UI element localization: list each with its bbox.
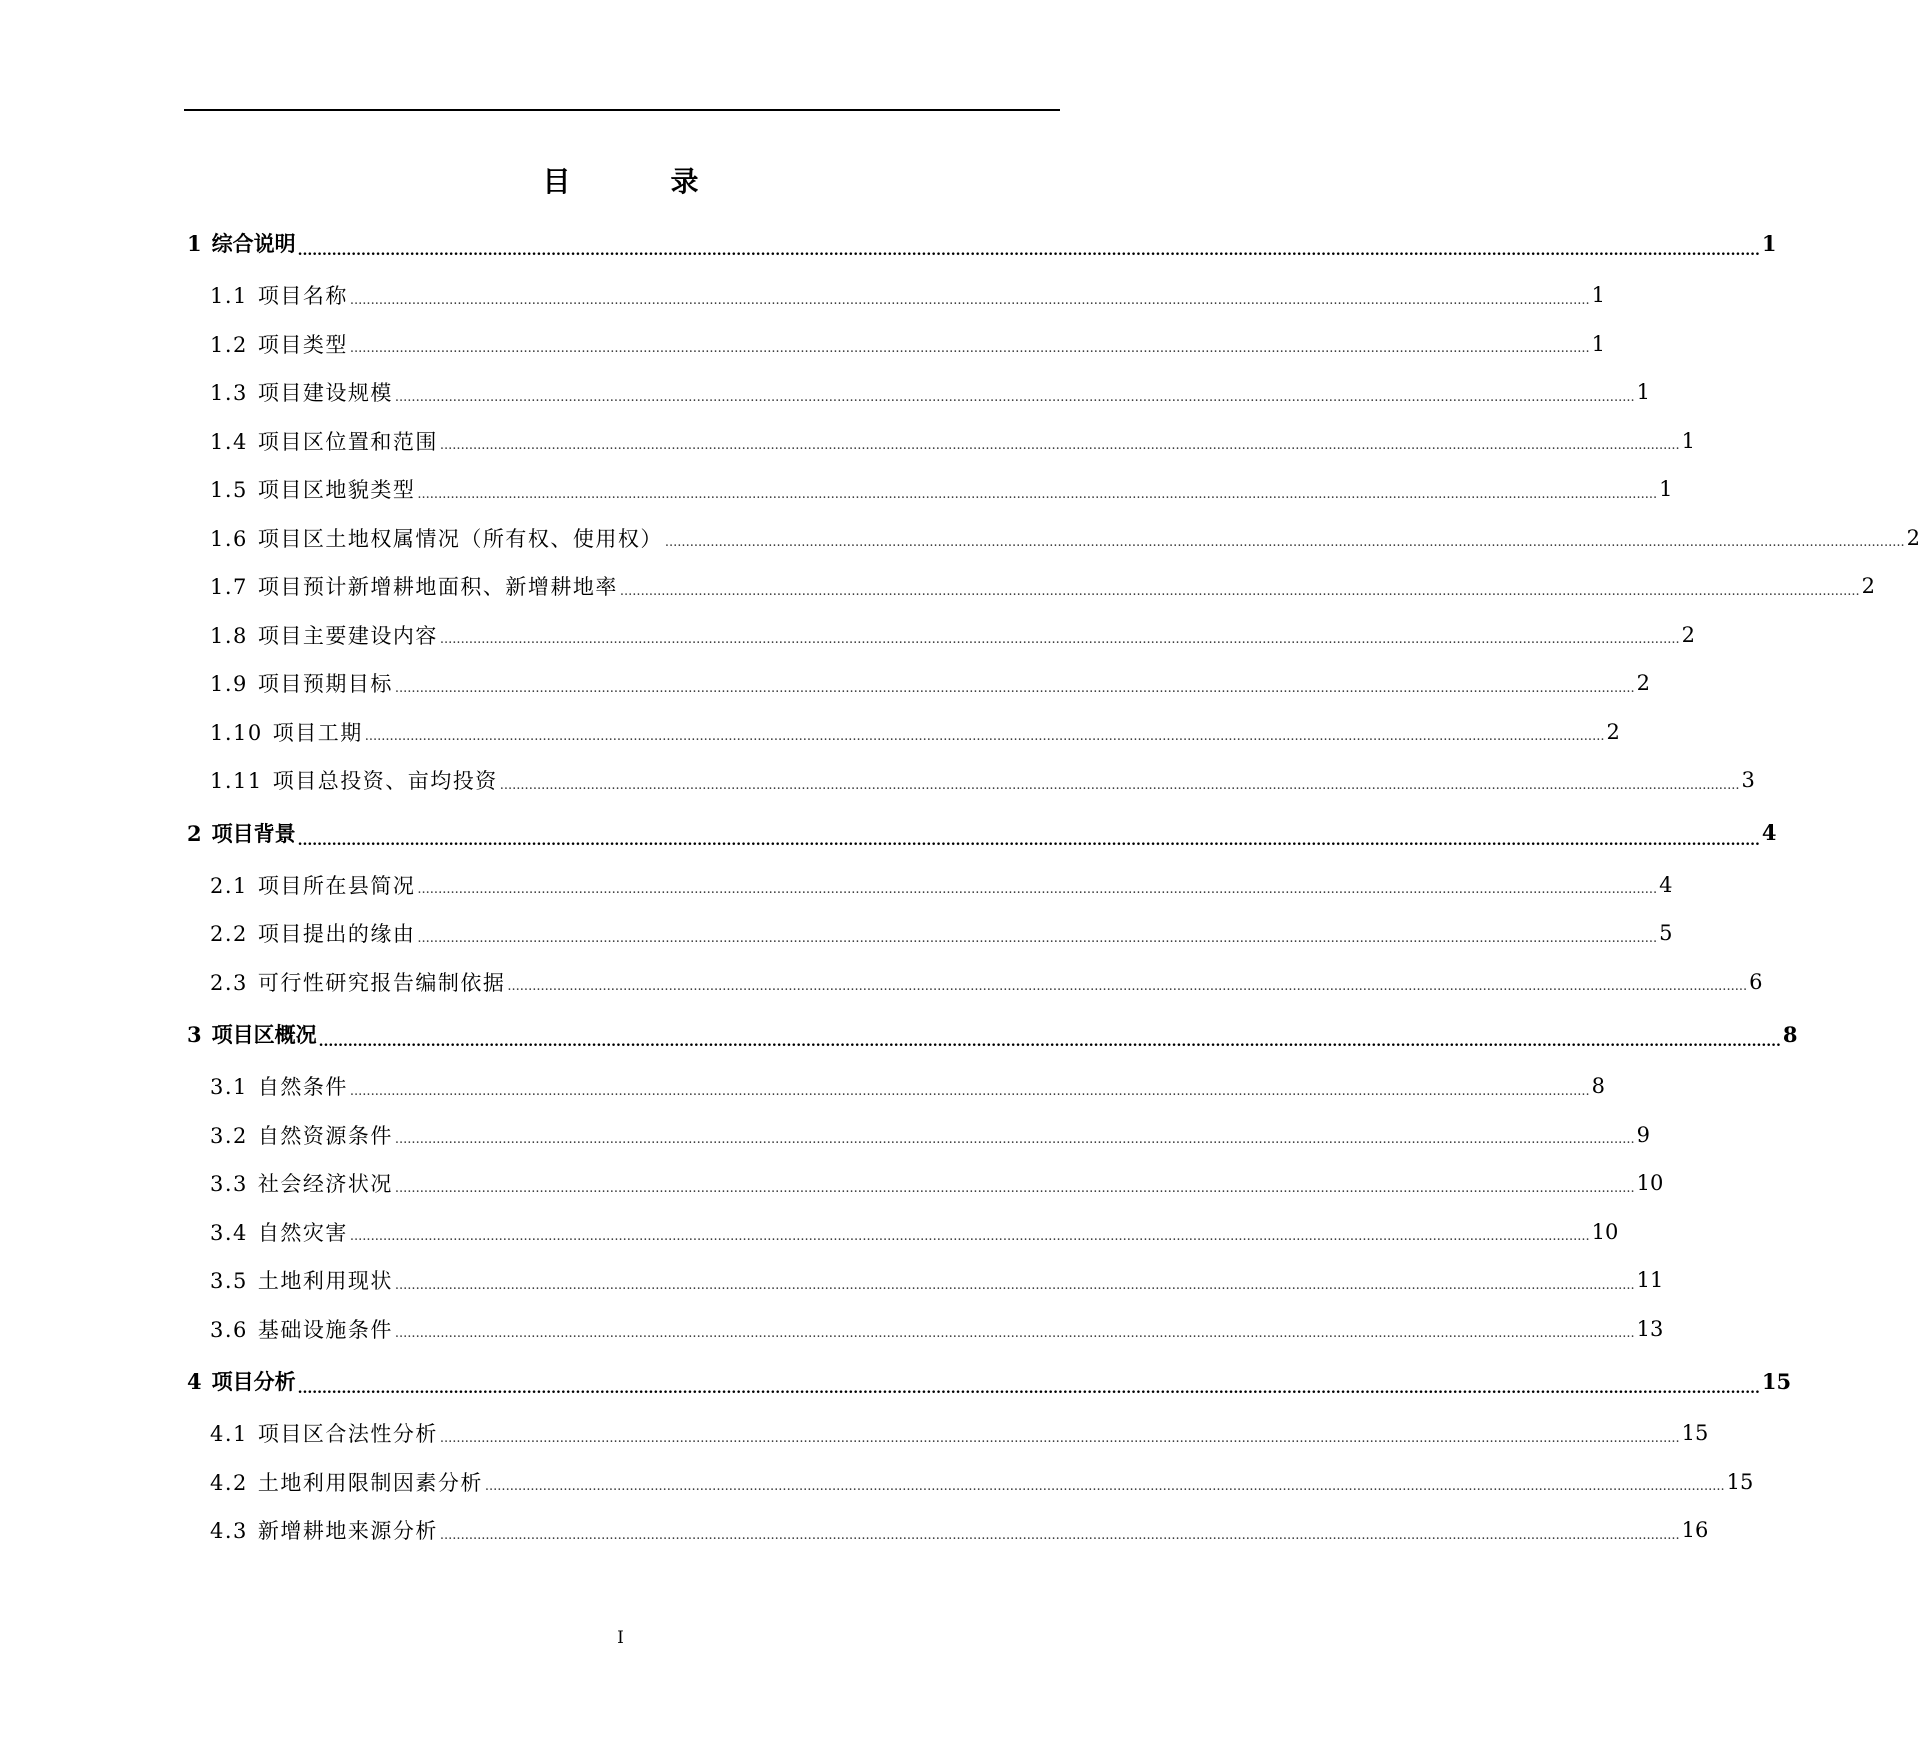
toc-entry-number: 3.5	[210, 1269, 248, 1294]
toc-dot-leader: ............................................................................................................................................................................................................................................................................................................	[318, 1034, 1781, 1050]
toc-chapter-entry[interactable]	[187, 215, 1777, 271]
toc-entry-number: 2.2	[210, 922, 248, 947]
toc-entry-number: 3.2	[210, 1123, 248, 1148]
toc-dot-leader: ............................................................................................................................................................................................................................................................................................................	[349, 1083, 1590, 1099]
toc-entry-number: 1.5	[210, 478, 248, 503]
toc-entry-text: 项目区土地权属情况（所有权、使用权）	[257, 526, 663, 551]
toc-section-entry[interactable]	[187, 756, 1755, 805]
toc-entry-page-number: 16	[1681, 1518, 1709, 1543]
toc-entry-page-number: 8	[1591, 1074, 1605, 1099]
toc-section-entry[interactable]	[187, 562, 1875, 611]
toc-section-entry[interactable]	[187, 1208, 1619, 1257]
toc-entry-page-number: 15	[1681, 1421, 1709, 1446]
toc-entry-label	[210, 1467, 483, 1497]
toc-entry-label	[210, 1515, 438, 1545]
toc-dot-leader: ............................................................................................................................................................................................................................................................................................................	[664, 535, 1905, 550]
toc-entry-text: 综合说明	[211, 231, 296, 256]
toc-entry-label	[210, 426, 438, 456]
toc-dot-leader: ............................................................................................................................................................................................................................................................................................................	[417, 486, 1658, 502]
toc-entry-number: 1	[187, 231, 202, 256]
toc-entry-page-number: 1	[1591, 331, 1605, 356]
toc-entry-text: 项目所在县简况	[257, 873, 416, 898]
toc-entry-page-number: 1	[1761, 230, 1777, 256]
toc-section-entry[interactable]	[187, 1458, 1754, 1507]
toc-entry-label	[210, 1071, 348, 1101]
toc-entry-label	[210, 620, 438, 650]
toc-dot-leader: ............................................................................................................................................................................................................................................................................................................	[394, 1132, 1635, 1147]
toc-entry-page-number: 15	[1761, 1368, 1792, 1394]
toc-dot-leader: ............................................................................................................................................................................................................................................................................................................	[394, 680, 1635, 696]
toc-entry-text: 自然灾害	[257, 1220, 348, 1245]
toc-entry-label	[210, 1217, 348, 1247]
toc-entry-text: 项目总投资、亩均投资	[272, 769, 498, 794]
toc-entry-number: 1.7	[210, 575, 248, 600]
toc-entry-number: 2.3	[210, 970, 248, 995]
toc-section-entry[interactable]	[187, 708, 1620, 757]
toc-entry-number: 1.6	[210, 526, 248, 551]
toc-entry-text: 项目提出的缘由	[257, 922, 416, 947]
toc-entry-text: 新增耕地来源分析	[257, 1519, 438, 1544]
toc-entry-label	[210, 1314, 393, 1344]
toc-entry-text: 项目主要建设内容	[257, 623, 438, 648]
toc-entry-text: 自然条件	[257, 1075, 348, 1100]
toc-entry-text: 社会经济状况	[257, 1172, 393, 1197]
toc-dot-leader: ............................................................................................................................................................................................................................................................................................................	[417, 882, 1658, 897]
toc-chapter-entry[interactable]	[187, 805, 1777, 861]
toc-section-entry[interactable]	[187, 271, 1605, 320]
toc-entry-text: 项目区地貌类型	[257, 478, 416, 503]
toc-entry-number: 1.3	[210, 381, 248, 406]
toc-dot-leader: ............................................................................................................................................................................................................................................................................................................	[439, 632, 1680, 647]
toc-entry-page-number: 4	[1761, 820, 1777, 845]
toc-entry-text: 项目区位置和范围	[257, 429, 438, 454]
toc-entry-text: 可行性研究报告编制依据	[257, 970, 506, 995]
toc-section-entry[interactable]	[187, 1305, 1664, 1354]
toc-section-entry[interactable]	[187, 1062, 1605, 1111]
toc-dot-leader: ............................................................................................................................................................................................................................................................................................................	[297, 243, 1760, 259]
toc-entry-label	[210, 523, 663, 553]
toc-section-entry[interactable]	[187, 514, 1920, 563]
toc-entry-text: 项目区概况	[211, 1022, 317, 1047]
toc-entry-label	[210, 377, 393, 407]
toc-entry-number: 2	[187, 820, 202, 846]
toc-section-entry[interactable]	[187, 659, 1650, 708]
page-title: 目 录	[542, 165, 735, 198]
toc-section-entry[interactable]	[187, 417, 1695, 466]
header-rule	[184, 109, 1060, 111]
toc-dot-leader: ............................................................................................................................................................................................................................................................................................................	[507, 979, 1748, 994]
toc-entry-text: 项目预计新增耕地面积、新增耕地率	[257, 575, 618, 600]
toc-section-entry[interactable]	[187, 611, 1695, 660]
toc-entry-number: 1.8	[210, 623, 248, 648]
toc-entry-label	[210, 668, 393, 698]
toc-section-entry[interactable]	[187, 861, 1673, 910]
toc-entry-text: 项目类型	[257, 332, 348, 357]
toc-section-entry[interactable]	[187, 909, 1673, 958]
toc-dot-leader: ............................................................................................................................................................................................................................................................................................................	[297, 832, 1760, 849]
toc-entry-number: 3	[187, 1022, 202, 1047]
toc-dot-leader: ............................................................................................................................................................................................................................................................................................................	[417, 930, 1658, 946]
toc-entry-label	[210, 717, 363, 747]
toc-dot-leader: ............................................................................................................................................................................................................................................................................................................	[499, 777, 1740, 793]
toc-entry-number: 1.10	[210, 720, 263, 745]
toc-entry-number: 2.1	[210, 873, 248, 898]
toc-entry-label	[210, 765, 498, 795]
toc-entry-page-number: 11	[1636, 1268, 1664, 1293]
toc-dot-leader: ............................................................................................................................................................................................................................................................................................................	[484, 1479, 1725, 1494]
toc-section-entry[interactable]	[187, 1159, 1664, 1208]
toc-entry-label	[210, 1120, 393, 1150]
toc-section-entry[interactable]	[187, 1256, 1664, 1305]
toc-entry-label	[210, 1265, 393, 1295]
toc-entry-number: 1.11	[210, 769, 263, 794]
toc-entry-label	[187, 228, 296, 258]
toc-entry-page-number: 6	[1749, 969, 1763, 994]
toc-entry-text: 项目预期目标	[257, 672, 393, 697]
toc-dot-leader: ............................................................................................................................................................................................................................................................................................................	[349, 341, 1590, 356]
toc-entry-page-number: 3	[1741, 768, 1755, 793]
toc-entry-label	[210, 329, 348, 359]
toc-entry-label	[210, 1418, 438, 1448]
toc-entry-number: 4	[187, 1369, 202, 1394]
toc-entry-page-number: 15	[1726, 1469, 1754, 1494]
toc-entry-label	[210, 474, 415, 504]
toc-entry-page-number: 2	[1681, 622, 1695, 647]
toc-entry-label	[210, 967, 505, 997]
toc-entry-number: 3.6	[210, 1317, 248, 1342]
toc-dot-leader: ............................................................................................................................................................................................................................................................................................................	[297, 1381, 1760, 1397]
toc-entry-label	[187, 818, 296, 848]
toc-entry-text: 土地利用现状	[257, 1269, 393, 1294]
toc-entry-text: 项目分析	[211, 1369, 296, 1394]
toc-entry-text: 项目背景	[211, 820, 296, 846]
toc-dot-leader: ............................................................................................................................................................................................................................................................................................................	[394, 1326, 1635, 1341]
toc-entry-label	[187, 1019, 317, 1049]
toc-entry-page-number: 2	[1606, 719, 1620, 744]
toc-entry-page-number: 9	[1636, 1122, 1650, 1147]
toc-entry-label	[187, 1366, 296, 1396]
toc-section-entry[interactable]	[187, 1506, 1709, 1555]
toc-dot-leader: ............................................................................................................................................................................................................................................................................................................	[439, 1527, 1680, 1543]
toc-entry-text: 项目区合法性分析	[257, 1422, 438, 1447]
toc-entry-page-number: 2	[1861, 574, 1875, 599]
toc-entry-number: 1.2	[210, 332, 248, 357]
toc-entry-text: 项目工期	[272, 720, 363, 745]
toc-entry-number: 4.1	[210, 1422, 248, 1447]
toc-entry-label	[210, 280, 348, 310]
toc-dot-leader: ............................................................................................................................................................................................................................................................................................................	[394, 1180, 1635, 1196]
toc-entry-number: 4.3	[210, 1519, 248, 1544]
toc-entry-label	[210, 1168, 393, 1198]
toc-entry-page-number: 2	[1636, 671, 1650, 696]
toc-section-entry[interactable]	[187, 465, 1673, 514]
toc-entry-number: 3.4	[210, 1220, 248, 1245]
toc-entry-page-number: 1	[1636, 380, 1650, 405]
toc-dot-leader: ............................................................................................................................................................................................................................................................................................................	[439, 438, 1680, 453]
toc-entry-text: 自然资源条件	[257, 1123, 393, 1148]
toc-entry-label	[210, 571, 618, 601]
toc-dot-leader: ............................................................................................................................................................................................................................................................................................................	[394, 389, 1635, 405]
toc-entry-page-number: 1	[1681, 428, 1695, 453]
table-of-contents	[187, 215, 1920, 1555]
toc-section-entry[interactable]	[187, 958, 1763, 1007]
toc-entry-text: 基础设施条件	[257, 1317, 393, 1342]
toc-entry-text: 土地利用限制因素分析	[257, 1470, 483, 1495]
toc-entry-page-number: 13	[1636, 1316, 1664, 1341]
toc-entry-text: 项目名称	[257, 284, 348, 309]
toc-entry-number: 1.1	[210, 284, 248, 309]
toc-entry-page-number: 1	[1659, 477, 1673, 502]
toc-section-entry[interactable]	[187, 320, 1605, 369]
toc-entry-label	[210, 918, 415, 948]
toc-entry-number: 3.3	[210, 1172, 248, 1197]
toc-chapter-entry[interactable]	[187, 1006, 1798, 1062]
toc-entry-label	[210, 870, 415, 900]
toc-entry-number: 4.2	[210, 1470, 248, 1495]
toc-section-entry[interactable]	[187, 1111, 1650, 1160]
toc-entry-number: 1.4	[210, 429, 248, 454]
toc-entry-page-number: 10	[1636, 1171, 1664, 1196]
toc-entry-page-number: 10	[1591, 1219, 1619, 1244]
toc-dot-leader: ............................................................................................................................................................................................................................................................................................................	[349, 1229, 1590, 1244]
toc-dot-leader: ............................................................................................................................................................................................................................................................................................................	[619, 583, 1860, 599]
toc-entry-page-number: 2	[1906, 525, 1920, 550]
page-number: I	[617, 1628, 624, 1648]
toc-entry-page-number: 5	[1659, 921, 1673, 946]
toc-dot-leader: ............................................................................................................................................................................................................................................................................................................	[364, 729, 1605, 744]
toc-entry-text: 项目建设规模	[257, 381, 393, 406]
toc-section-entry[interactable]	[187, 1409, 1709, 1458]
toc-entry-number: 1.9	[210, 672, 248, 697]
toc-dot-leader: ............................................................................................................................................................................................................................................................................................................	[439, 1430, 1680, 1446]
toc-entry-page-number: 8	[1782, 1021, 1798, 1047]
toc-dot-leader: ............................................................................................................................................................................................................................................................................................................	[394, 1277, 1635, 1293]
toc-entry-number: 3.1	[210, 1075, 248, 1100]
toc-entry-page-number: 1	[1591, 283, 1605, 308]
toc-section-entry[interactable]	[187, 368, 1650, 417]
toc-entry-page-number: 4	[1659, 872, 1673, 897]
toc-chapter-entry[interactable]	[187, 1353, 1792, 1409]
toc-dot-leader: ............................................................................................................................................................................................................................................................................................................	[349, 292, 1590, 308]
